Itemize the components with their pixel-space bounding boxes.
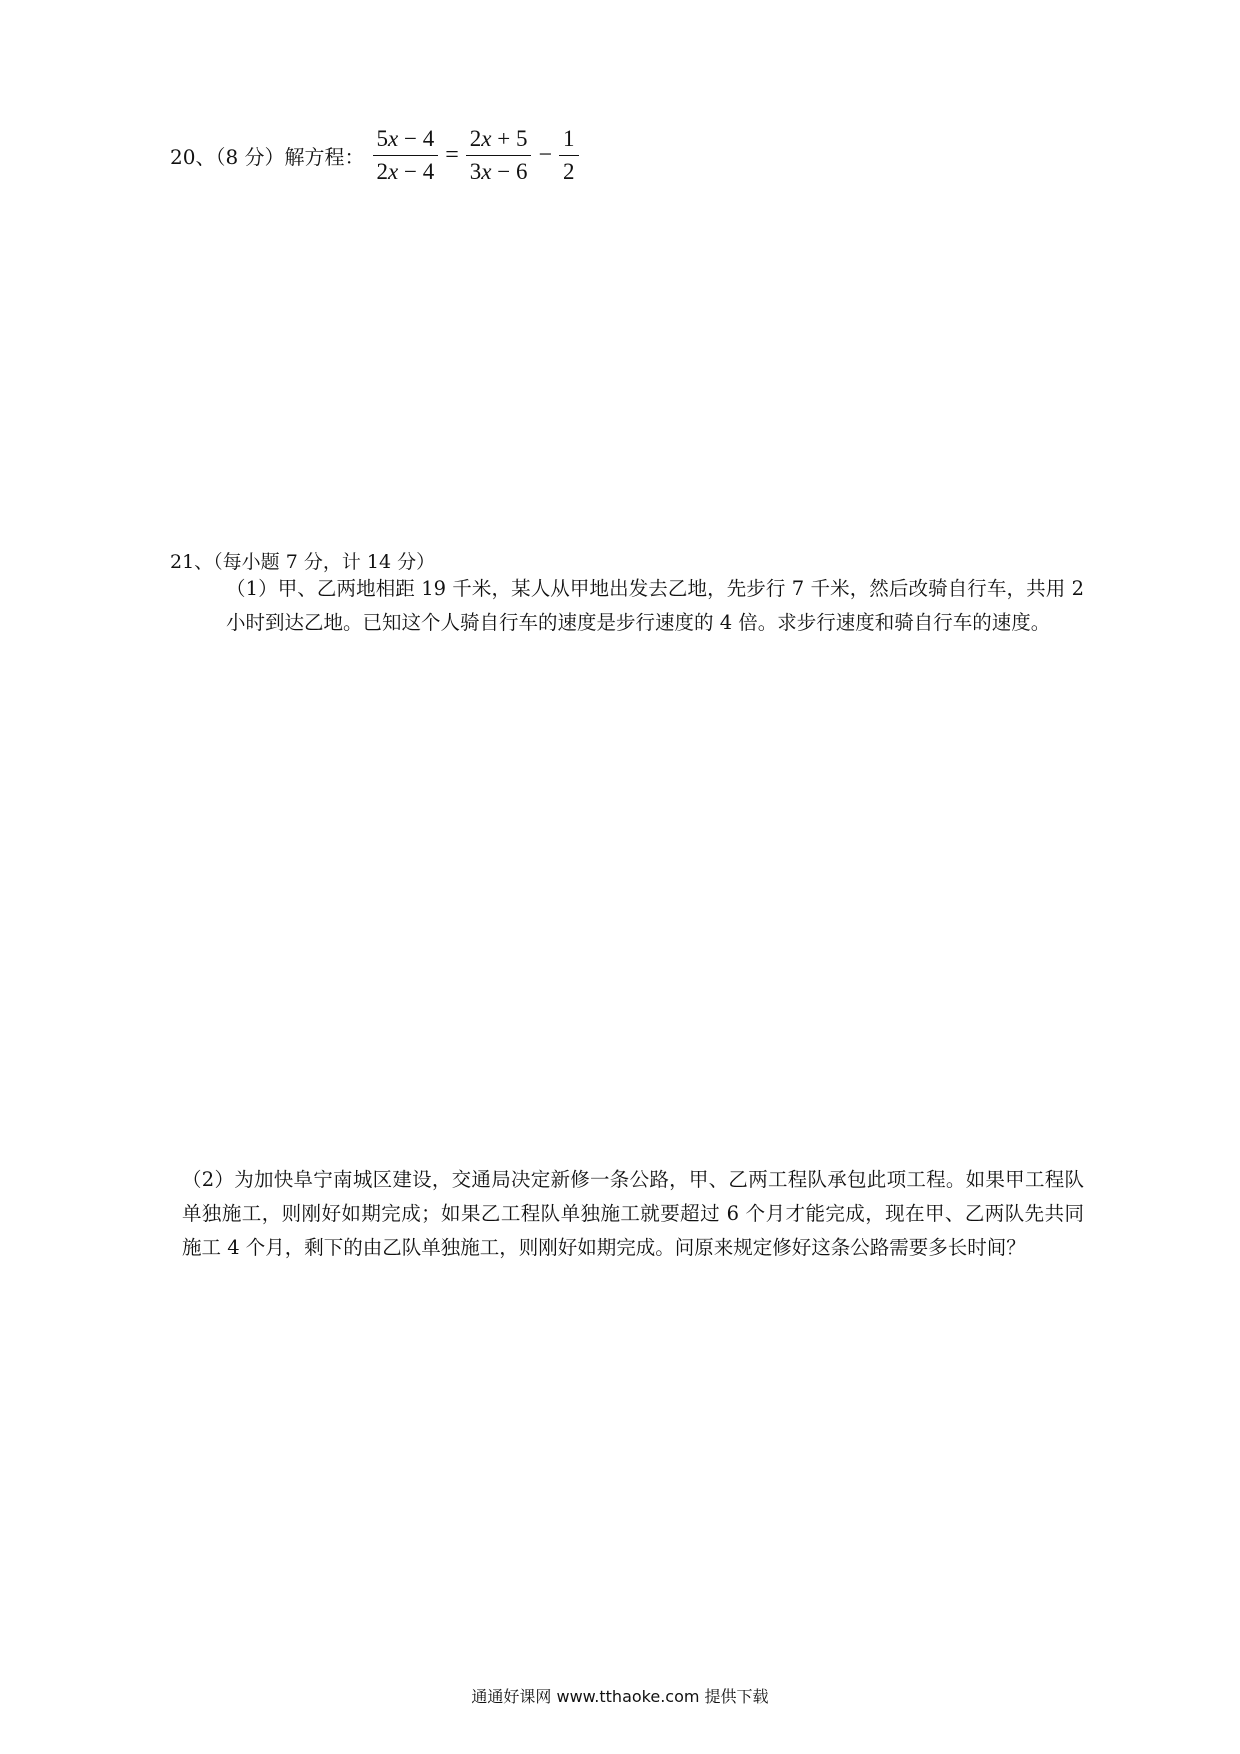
fraction-lhs (373, 126, 439, 185)
fraction-rhs-1-denominator: 3x − 6 (469, 158, 528, 184)
question-21-part-2: （2）为加快阜宁南城区建设，交通局决定新修一条公路，甲、乙两工程队承包此项工程。如果甲工程队单独施工，则刚好如期完成；如果乙工程队单独施工就要超过 6 个月才能完成，现在甲、乙两队先共同施工 4 个月，剩下的由乙队单独施工，则刚好如期完成。问原来规定修好这条公路需要多长时间？ (182, 1168, 1084, 1259)
page-footer: 通通好课网 www.tthaoke.com 提供下载 (471, 1687, 769, 1706)
fraction-rhs-2 (559, 126, 579, 185)
fraction-rhs-2-denominator: 2 (563, 158, 575, 184)
question-21-header: 21、（每小题 7 分，计 14 分） (170, 551, 436, 573)
equals-sign: = (445, 141, 459, 168)
fraction-rhs-1 (466, 126, 532, 185)
minus-sign: − (538, 141, 553, 168)
fraction-lhs-numerator: 5x − 4 (376, 125, 435, 151)
question-21-part-1: （1）甲、乙两地相距 19 千米，某人从甲地出发去乙地，先步行 7 千米，然后改骑自行车，共用 2 小时到达乙地。已知这个人骑自行车的速度是步行速度的 4 倍。求步行速度和骑自行车的速度。 (226, 577, 1084, 634)
fraction-rhs-2-numerator: 1 (563, 125, 575, 151)
fraction-rhs-1-numerator: 2x + 5 (469, 125, 528, 151)
fraction-lhs-denominator: 2x − 4 (376, 158, 435, 184)
question-20-label: 20、（8 分）解方程： (170, 144, 365, 169)
question-20 (170, 120, 583, 190)
